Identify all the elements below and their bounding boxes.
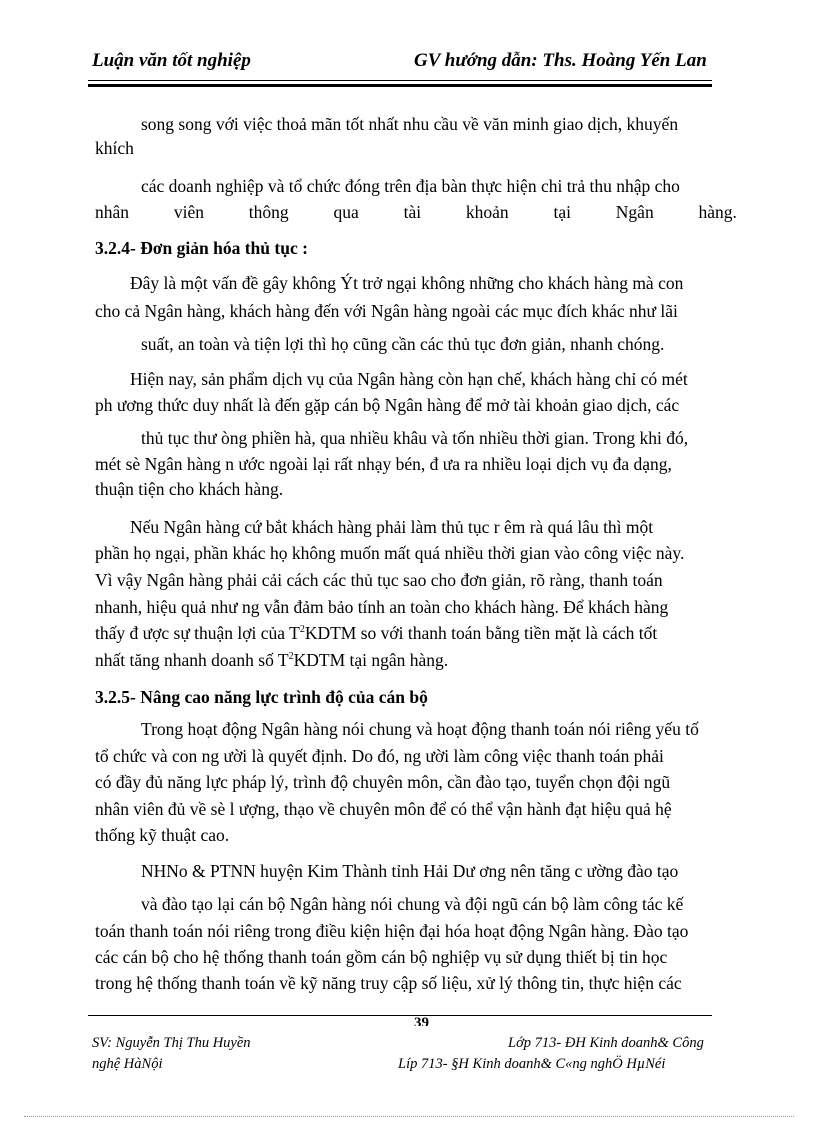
superscript: 2 bbox=[288, 651, 294, 663]
text-line: nhân viên đủ về sè l ượng, thạo về chuyên môn để có thể vận hành đạt hiệu quả hệ bbox=[95, 799, 672, 819]
text-line: Trong hoạt động Ngân hàng nói chung và hoạt động thanh toán nói riêng yếu tố bbox=[141, 719, 699, 739]
footer-rule bbox=[88, 1015, 712, 1016]
page-bottom-dotted-border bbox=[24, 1116, 794, 1117]
text-line: các doanh nghiệp và tổ chức đóng trên địa bàn thực hiện chi trả thu nhập cho bbox=[141, 176, 680, 196]
superscript: 2 bbox=[299, 624, 305, 636]
text-line: suất, an toàn và tiện lợi thì họ cũng cần các thủ tục đơn giản, nhanh chóng. bbox=[141, 334, 665, 354]
text-line: ph ương thức duy nhất là đến gặp cán bộ Ngân hàng để mở tài khoản giao dịch, các bbox=[95, 395, 680, 415]
justified-word: khoản bbox=[465, 202, 509, 222]
text-line: song song với việc thoả mãn tốt nhất nhu cầu về văn minh giao dịch, khuyến bbox=[141, 114, 679, 134]
text-line: cho cả Ngân hàng, khách hàng đến với Ngân hàng ngoài các mục đích khác như lãi bbox=[95, 301, 678, 321]
text-line: thuận tiện cho khách hàng. bbox=[95, 479, 284, 499]
text-line: thủ tục thư òng phiền hà, qua nhiều khâu và tốn nhiều thời gian. Trong khi đó, bbox=[141, 428, 689, 448]
text-line: có đầy đủ năng lực pháp lý, trình độ chuyên môn, cần đào tạo, tuyển chọn đội ngũ bbox=[95, 772, 671, 792]
text-line: phần họ ngại, phần khác họ không muốn mất quá nhiều thời gian vào công việc này. bbox=[95, 543, 685, 563]
section-heading-3-2-4: 3.2.4- Đơn giản hóa thủ tục : bbox=[95, 238, 308, 258]
text-line: Đây là một vấn đề gây không Ýt trở ngại không những cho khách hàng mà con bbox=[130, 273, 684, 293]
header-right-advisor: GV hướng dẫn: Ths. Hoàng Yến Lan bbox=[414, 50, 707, 71]
justified-word: Ngân bbox=[615, 202, 654, 222]
text-line: và đào tạo lại cán bộ Ngân hàng nói chung và đội ngũ cán bộ làm công tác kế bbox=[141, 894, 684, 914]
text-line: Vì vậy Ngân hàng phải cải cách các thủ tục sao cho đơn giản, rõ ràng, thanh toán bbox=[95, 570, 663, 590]
text-line: nhanh, hiệu quả như ng vẫn đảm bảo tính an toàn cho khách hàng. Để khách hàng bbox=[95, 597, 669, 617]
justified-text-line bbox=[95, 201, 737, 223]
text-line: Hiện nay, sản phẩm dịch vụ của Ngân hàng còn hạn chế, khách hàng chỉ có mét bbox=[130, 369, 688, 389]
text-line: Nếu Ngân hàng cứ bắt khách hàng phải làm thủ tục r êm rà quá lâu thì một bbox=[130, 517, 654, 537]
header-rule-thin bbox=[88, 80, 712, 81]
justified-word: hàng. bbox=[698, 202, 737, 222]
text-line: tổ chức và con ng ười là quyết định. Do đó, ng ười làm công việc thanh toán phải bbox=[95, 746, 664, 766]
justified-word: nhân bbox=[95, 202, 130, 222]
footer-class-info: Lớp 713- ĐH Kinh doanh& Công bbox=[508, 1035, 704, 1051]
footer-class-info-garbled: Líp 713- §H Kinh doanh& C«ng nghÖ HµNéi bbox=[398, 1056, 666, 1072]
justified-word: thông bbox=[248, 202, 289, 222]
page-number: 39 bbox=[414, 1016, 429, 1026]
text-fragment: thấy đ ược sự thuận lợi của T bbox=[95, 623, 300, 643]
text-line: các cán bộ cho hệ thống thanh toán gồm cán bộ nghiệp vụ sử dụng thiết bị tin học bbox=[95, 947, 668, 967]
text-fragment: KDTM so với thanh toán bằng tiền mặt là cách tốt bbox=[304, 623, 658, 643]
text-fragment: KDTM tại ngân hàng. bbox=[293, 650, 449, 670]
justified-word: tài bbox=[403, 202, 422, 222]
text-fragment: nhất tăng nhanh doanh số T bbox=[95, 650, 289, 670]
footer-student-name-cont: nghệ HàNội bbox=[92, 1056, 163, 1072]
justified-word: qua bbox=[333, 202, 359, 222]
text-line: trong hệ thống thanh toán về kỹ năng truy cập số liệu, xử lý thông tin, thực hiện các bbox=[95, 973, 682, 993]
text-line-with-superscript bbox=[95, 622, 657, 644]
text-line: thống kỹ thuật cao. bbox=[95, 825, 230, 845]
section-heading-3-2-5: 3.2.5- Nâng cao năng lực trình độ của cán bộ bbox=[95, 687, 428, 707]
justified-word: viên bbox=[173, 202, 204, 222]
text-line-with-superscript bbox=[95, 649, 448, 671]
justified-word: tại bbox=[553, 202, 571, 222]
text-line: khích bbox=[95, 138, 134, 158]
text-line: NHNo & PTNN huyện Kim Thành tỉnh Hải Dư ơng nên tăng c ường đào tạo bbox=[141, 861, 679, 881]
text-line: toán thanh toán nói riêng trong điều kiện hiện đại hóa hoạt động Ngân hàng. Đào tạo bbox=[95, 921, 689, 941]
header-left-title: Luận văn tốt nghiệp bbox=[92, 50, 251, 71]
footer-student-name: SV: Nguyễn Thị Thu Huyền bbox=[92, 1035, 251, 1051]
text-line: mét sè Ngân hàng n ước ngoài lại rất nhạy bén, đ ưa ra nhiều loại dịch vụ đa dạng, bbox=[95, 454, 672, 474]
header-rule-thick bbox=[88, 84, 712, 87]
